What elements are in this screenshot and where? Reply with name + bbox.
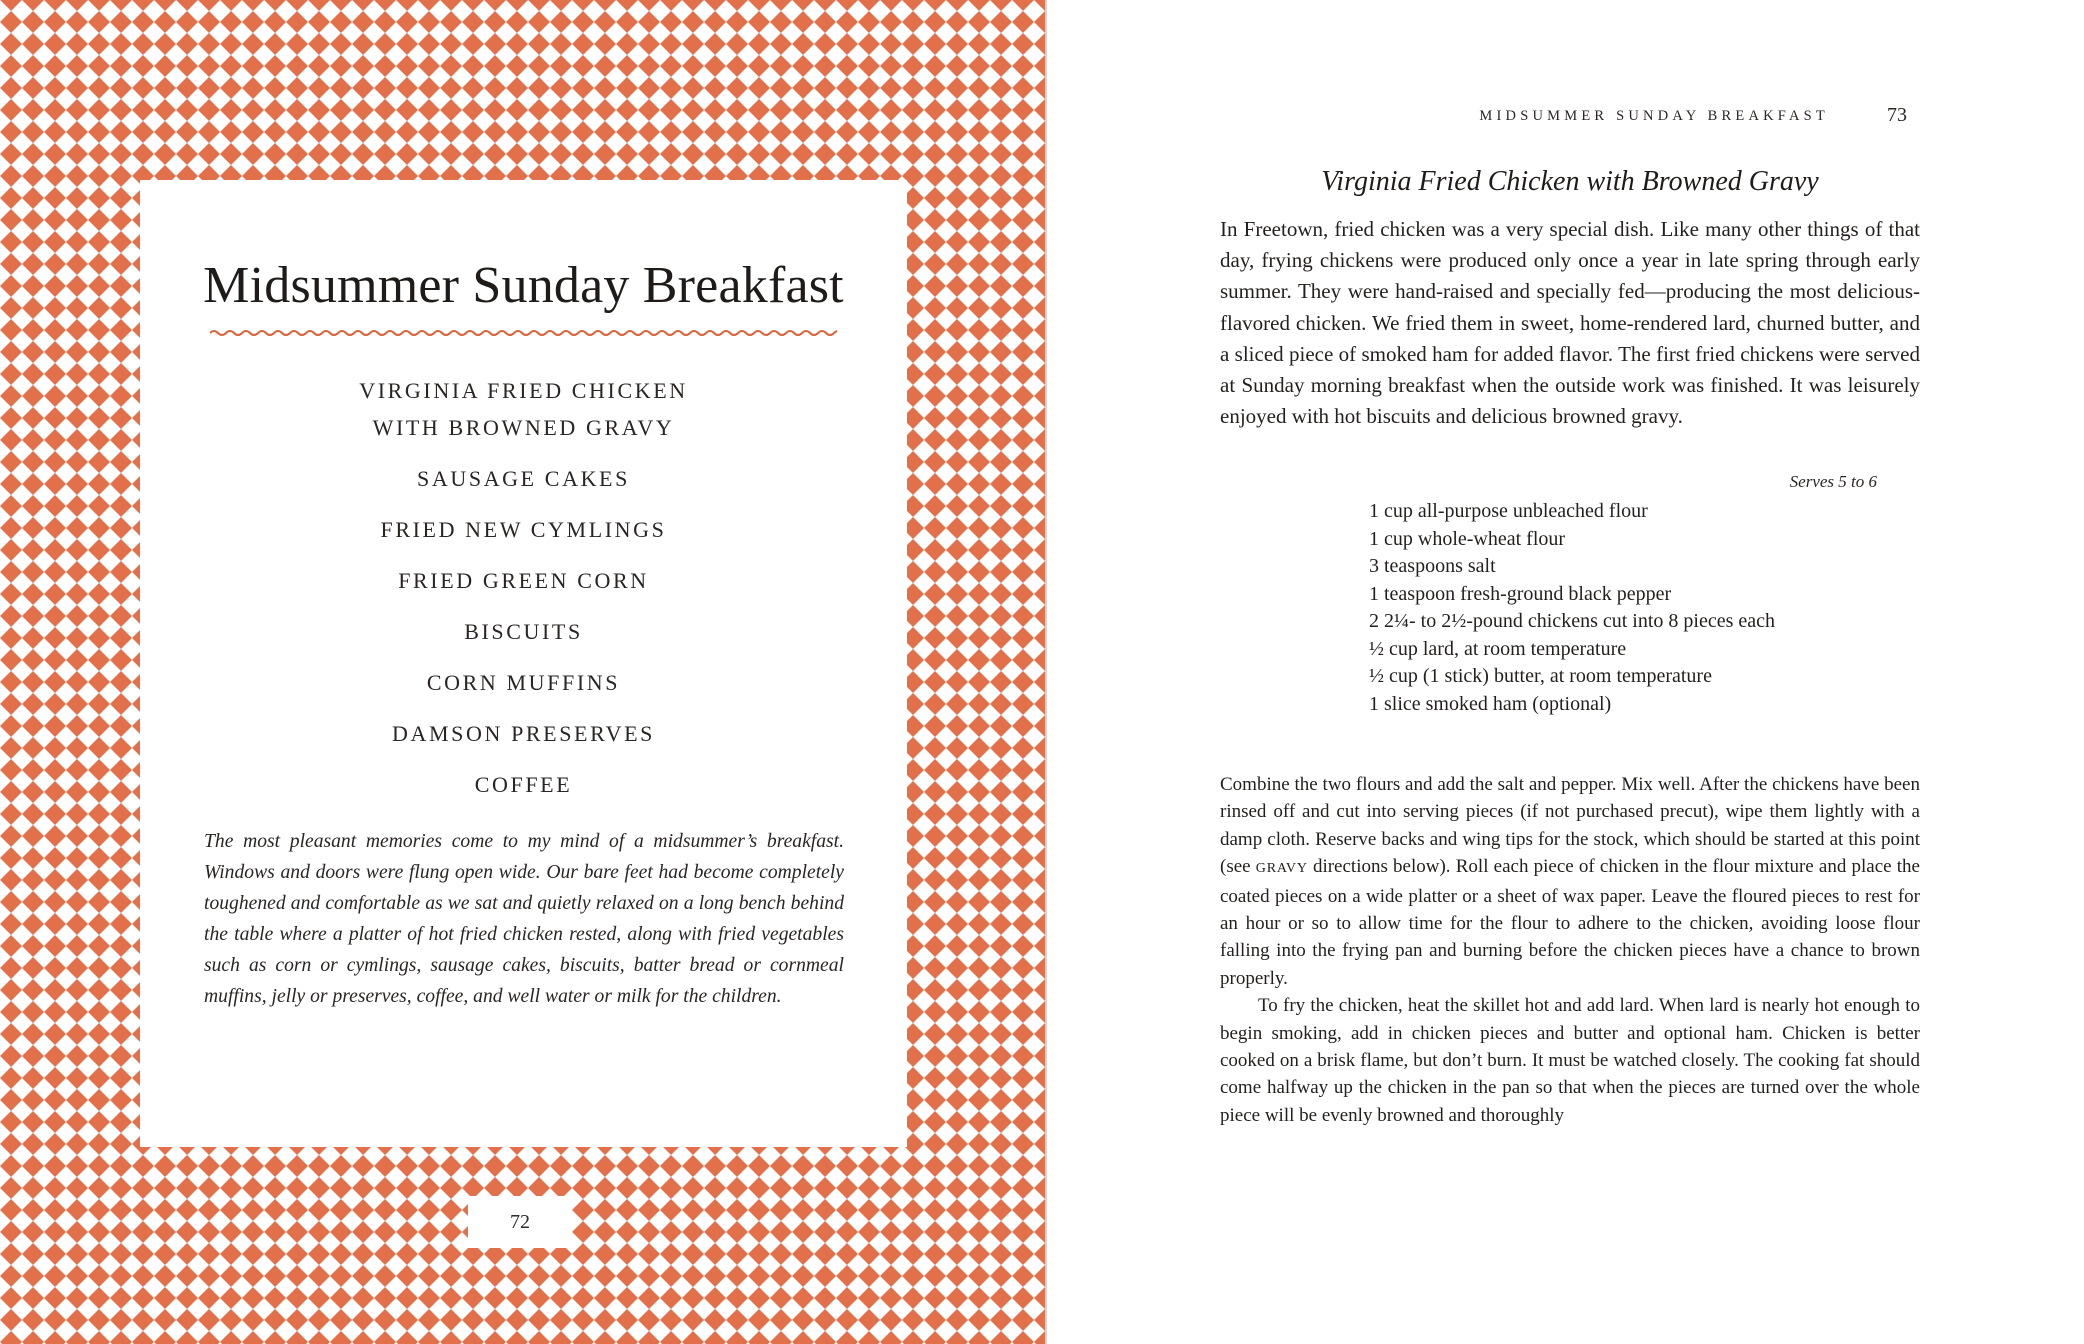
recipe-directions [1220,771,1920,1129]
right-page-number: 73 [1887,104,1907,126]
recipe-intro: In Freetown, fried chicken was a very special dish. Like many other things of that day, frying chickens were produced only once a year in late spring through early summer. They were hand-raised and specially fed—producing the most delicious-flavored chicken. We fried them in sweet, home-rendered lard, churned butter, and a sliced piece of smoked ham for added flavor. The first fried chickens were served at Sunday morning breakfast when the outside work was finished. It was leisurely enjoyed with hot biscuits and delicious browned gravy. [1220,217,1920,429]
ingredient-item: 1 slice smoked ham (optional) [1369,692,1612,715]
menu-list [140,372,907,803]
recipe-title: Virginia Fried Chicken with Browned Gravy [1321,166,1819,197]
directions-text: Combine the two flours and add the salt and pepper. Mix well. After the chickens have been rinsed off and cut into serving pieces (if not purchased precut), wipe them lightly with a damp cloth. Reserve backs and wing tips for the stock, which should be started at this point (see [1220,774,1920,878]
menu-item: CORN MUFFINS [426,670,621,695]
menu-item: FRIED NEW CYMLINGS [380,517,667,542]
menu-item: VIRGINIA FRIED CHICKEN [359,378,688,403]
ingredient-item: 2 2¼- to 2½-pound chickens cut into 8 pieces each [1369,610,1775,632]
ingredient-item: 1 cup all-purpose unbleached flour [1369,500,1648,522]
wavy-underline-ornament [210,325,837,341]
gravy-cross-reference: GRAVY [1255,861,1308,877]
left-page-number: 72 [468,1196,572,1248]
menu-item: COFFEE [474,772,573,797]
directions-text: directions below). Roll each piece of chicken in the flour mixture and place the coated pieces on a wide platter or a sheet of wax paper. Leave the floured pieces to rest for an hour or so to allow time for the flour to adhere to the chicken, avoiding loose flour falling into the frying pan and burning before the chicken pieces have a chance to brown properly. [1220,856,1920,989]
ingredient-item: ½ cup lard, at room temperature [1369,637,1627,660]
serves-note: Serves 5 to 6 [1789,472,1877,491]
right-page [1047,0,2084,1344]
ingredient-item: ½ cup (1 stick) butter, at room temperature [1369,665,1712,687]
menu-title: Midsummer Sunday Breakfast [203,257,844,314]
menu-item: BISCUITS [464,619,583,644]
menu-intro-note: The most pleasant memories come to my mind of a midsummer’s breakfast. Windows and doors were flung open wide. Our bare feet had become completely toughened and comfortable as we sat and quietly relaxed on a long bench behind the table where a platter of hot fried chicken rested, along with fried vegetables such as corn or cymlings, sausage cakes, biscuits, batter bread or cornmeal muffins, jelly or preserves, coffee, and well water or milk for the children. [204,831,844,1007]
ingredient-item: 3 teaspoons salt [1369,555,1496,577]
directions-paragraph: To fry the chicken, heat the skillet hot and add lard. When lard is nearly hot enough to begin smoking, add in chicken pieces and butter and optional ham. Chicken is better cooked on a brisk flame, but don’t burn. It must be watched closely. The cooking fat should come halfway up the chicken in the pan so that when the pieces are turned over the whole piece will be evenly browned and thoroughly [1220,995,1920,1126]
ingredient-item: 1 cup whole-wheat flour [1369,527,1566,550]
menu-item: SAUSAGE CAKES [417,466,630,491]
menu-item: FRIED GREEN CORN [398,568,649,593]
running-head: MIDSUMMER SUNDAY BREAKFAST [1479,108,1829,124]
menu-item: DAMSON PRESERVES [392,721,655,746]
ingredient-item: 1 teaspoon fresh-ground black pepper [1369,582,1672,605]
menu-item: WITH BROWNED GRAVY [372,415,675,440]
directions-paragraph [1220,771,1920,992]
ingredient-list [1369,498,1889,718]
